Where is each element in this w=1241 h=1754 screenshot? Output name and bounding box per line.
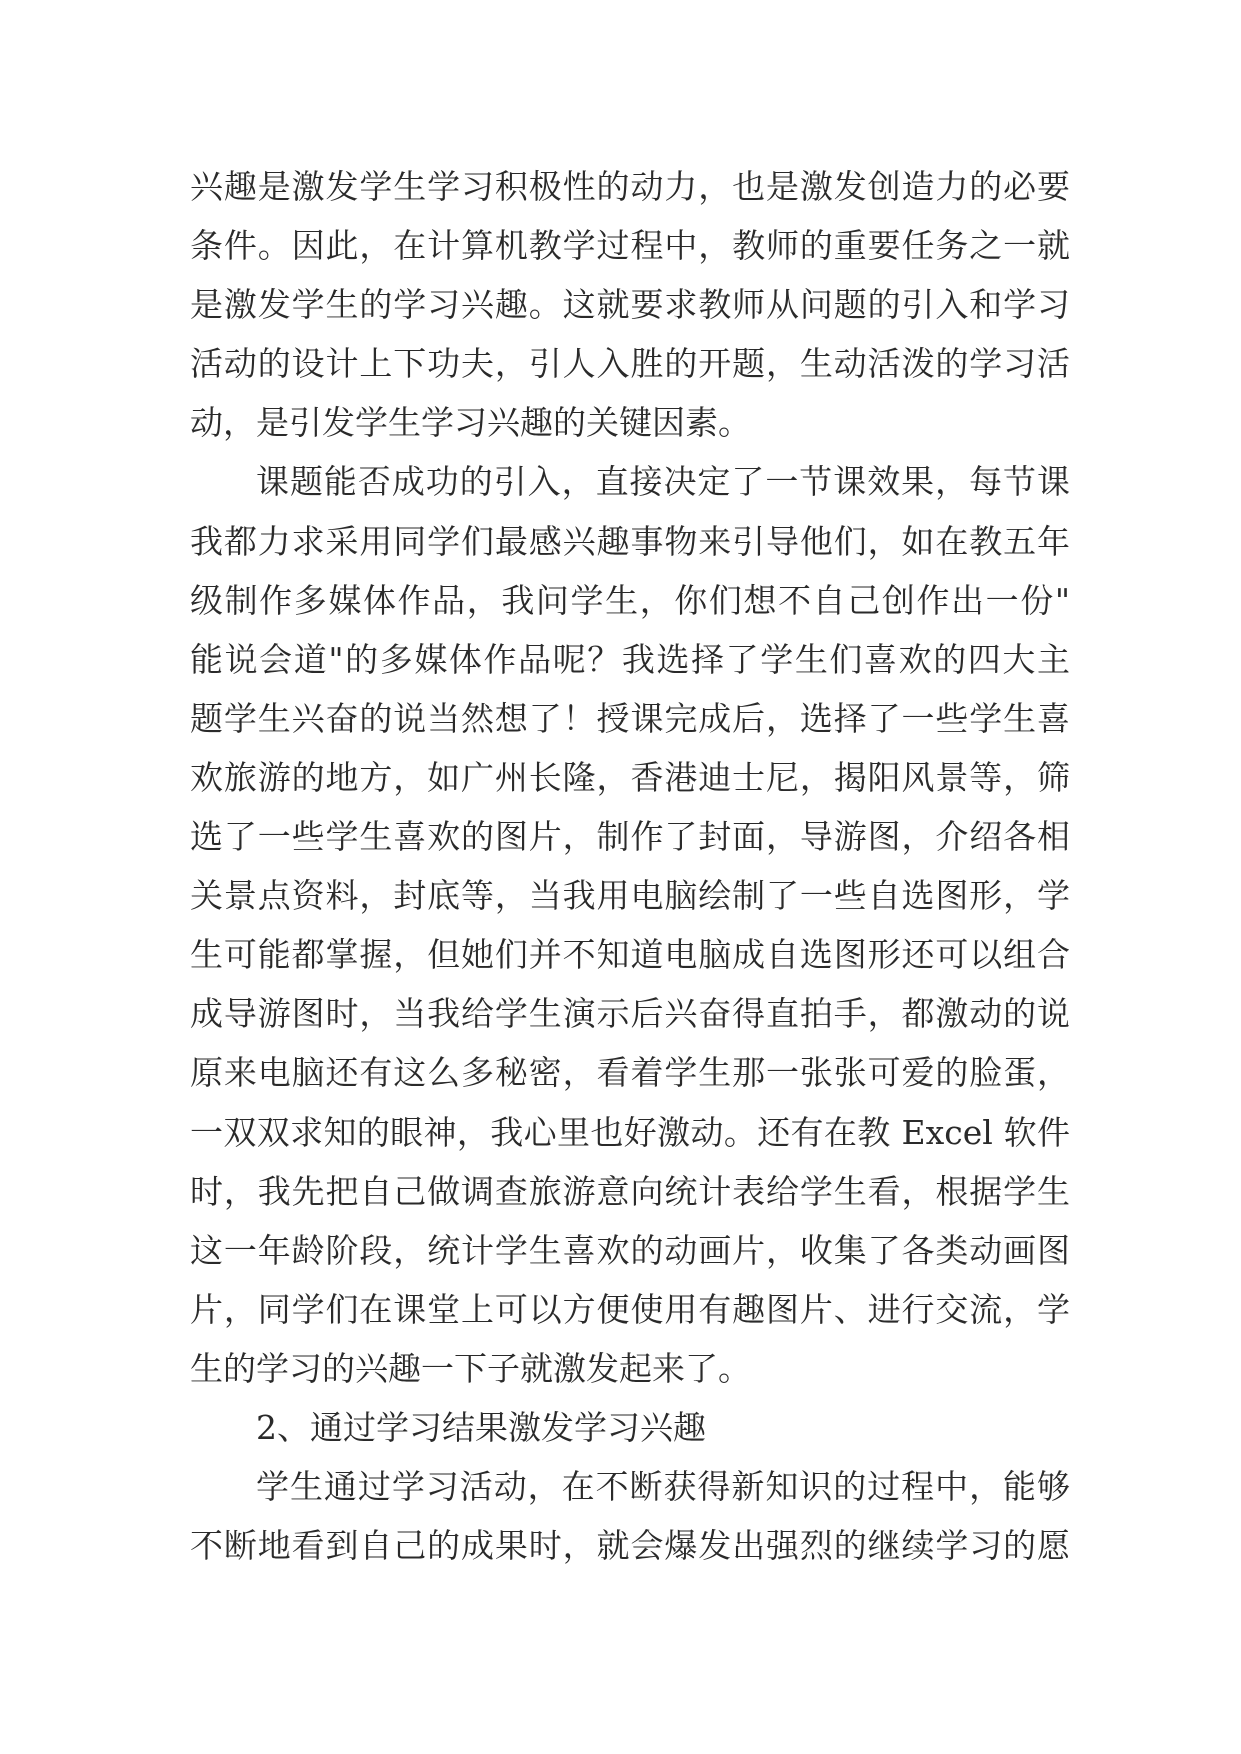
text-line: 生可能都掌握，但她们并不知道电脑成自选图形还可以组合 (190, 935, 1070, 975)
text-line: 时，我先把自己做调查旅游意向统计表给学生看，根据学生 (190, 1171, 1070, 1211)
text-line: 题学生兴奋的说当然想了！授课完成后，选择了一些学生喜 (190, 698, 1070, 738)
text-line: 成导游图时，当我给学生演示后兴奋得直拍手，都激动的说 (190, 994, 1070, 1034)
text-line: 选了一些学生喜欢的图片，制作了封面，导游图，介绍各相 (190, 817, 1070, 857)
body-text (190, 157, 1070, 1575)
text-line: 欢旅游的地方，如广州长隆，香港迪士尼，揭阳风景等，筛 (190, 757, 1070, 797)
text-line: 学生通过学习活动，在不断获得新知识的过程中，能够 (256, 1467, 1070, 1507)
text-line: 我都力求采用同学们最感兴趣事物来引导他们，如在教五年 (190, 521, 1070, 561)
text-line: 不断地看到自己的成果时，就会爆发出强烈的继续学习的愿 (190, 1526, 1070, 1566)
text-line: 兴趣是激发学生学习积极性的动力，也是激发创造力的必要 (190, 167, 1070, 206)
text-line: 活动的设计上下功夫，引人入胜的开题，生动活泼的学习活 (190, 344, 1070, 384)
text-line: 是激发学生的学习兴趣。这就要求教师从问题的引入和学习 (190, 285, 1070, 325)
text-line: 条件。因此，在计算机教学过程中，教师的重要任务之一就 (190, 226, 1070, 266)
text-line: 片，同学们在课堂上可以方便使用有趣图片、进行交流，学 (190, 1289, 1070, 1329)
text-line: 级制作多媒体作品，我问学生，你们想不自己创作出一份" (190, 580, 1070, 620)
text-line: 一双双求知的眼神，我心里也好激动。还有在教 Excel 软件 (190, 1112, 1070, 1152)
text-line: 2、通过学习结果激发学习兴趣 (256, 1407, 706, 1447)
text-line: 关景点资料，封底等，当我用电脑绘制了一些自选图形，学 (190, 876, 1070, 916)
text-line: 生的学习的兴趣一下子就激发起来了。 (190, 1348, 751, 1388)
text-line: 这一年龄阶段，统计学生喜欢的动画片，收集了各类动画图 (190, 1230, 1070, 1270)
text-line: 动，是引发学生学习兴趣的关键因素。 (190, 403, 751, 443)
text-line: 课题能否成功的引入，直接决定了一节课效果，每节课 (256, 462, 1070, 502)
text-line: 能说会道"的多媒体作品呢？我选择了学生们喜欢的四大主 (190, 639, 1070, 679)
text-line: 原来电脑还有这么多秘密，看着学生那一张张可爱的脸蛋， (190, 1053, 1070, 1093)
